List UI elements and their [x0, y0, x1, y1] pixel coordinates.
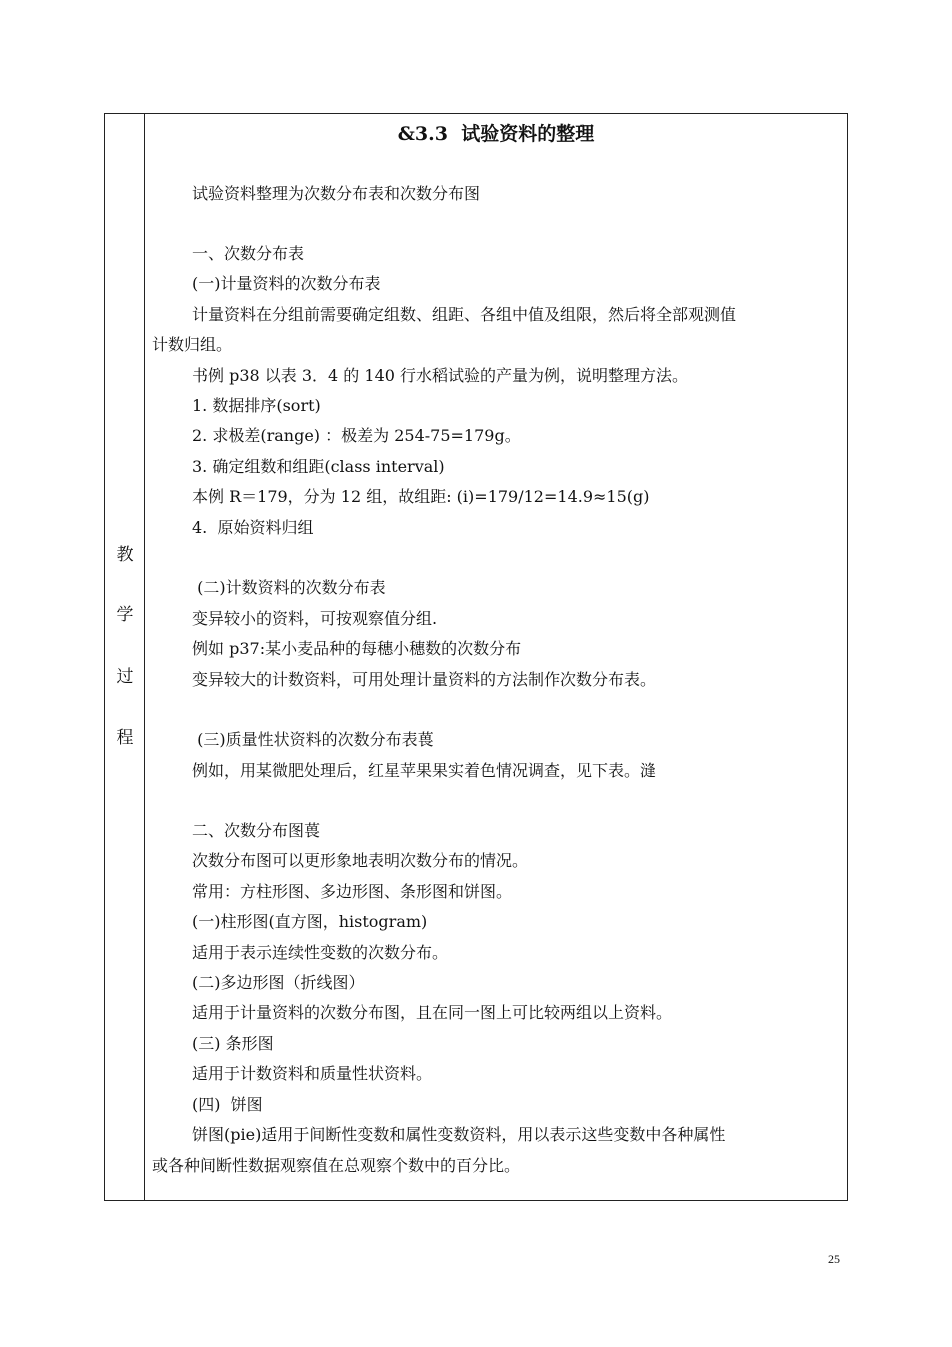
paragraph-line: 变异较小的资料，可按观察值分组. — [192, 609, 438, 628]
paragraph-line: 本例 R＝179，分为 12 组，故组距: (i)=179/12=14.9≈15(g) — [192, 487, 650, 506]
paragraph-line: 饼图(pie)适用于间断性变数和属性变数资料，用以表示这些变数中各种属性 — [192, 1125, 726, 1144]
subheading-frequency-table: 一、次数分布表 — [192, 244, 305, 263]
intro-line: 试验资料整理为次数分布表和次数分布图 — [192, 184, 481, 203]
paragraph-line: 次数分布图可以更形象地表明次数分布的情况。 — [192, 851, 529, 870]
subheading-polygon: (二)多边形图（折线图） — [192, 973, 365, 992]
step-item: 3. 确定组数和组距(class interval) — [192, 457, 445, 476]
sidebar-char-guo: 过 — [116, 667, 134, 687]
sidebar-char-xue: 学 — [116, 605, 134, 625]
subheading-pie-chart: (四) 饼图 — [192, 1095, 263, 1114]
section-heading: &3.3 试验资料的整理 — [397, 123, 595, 145]
subheading-frequency-chart: 二、次数分布图葨 — [192, 821, 321, 840]
subheading-count-data: (二)计数资料的次数分布表 — [192, 578, 386, 597]
paragraph-line: 适用于计数资料和质量性状资料。 — [192, 1064, 433, 1083]
step-item: 4. 原始资料归组 — [192, 518, 314, 537]
paragraph-line: 书例 p38 以表 3．4 的 140 行水稻试验的产量为例，说明整理方法。 — [192, 366, 689, 385]
paragraph-line: 例如 p37:某小麦品种的每穗小穗数的次数分布 — [192, 639, 522, 658]
paragraph-line: 适用于计量资料的次数分布图，且在同一图上可比较两组以上资料。 — [192, 1003, 673, 1022]
paragraph-line: 或各种间断性数据观察值在总观察个数中的百分比。 — [152, 1156, 521, 1175]
subheading-measurement-data: (一)计量资料的次数分布表 — [192, 274, 381, 293]
paragraph-line: 例如，用某微肥处理后，红星苹果果实着色情况调查，见下表。漨 — [192, 761, 657, 780]
subheading-bar-chart: (三) 条形图 — [192, 1034, 274, 1053]
content-column — [145, 114, 847, 1200]
page-number: 25 — [828, 1252, 840, 1266]
paragraph-line: 变异较大的计数资料，可用处理计量资料的方法制作次数分布表。 — [192, 670, 657, 689]
paragraph-line: 适用于表示连续性变数的次数分布。 — [192, 943, 449, 962]
paragraph-line: 常用：方柱形图、多边形图、条形图和饼图。 — [192, 882, 513, 901]
subheading-quality-traits: (三)质量性状资料的次数分布表葨 — [192, 730, 434, 749]
sidebar-char-cheng: 程 — [116, 728, 134, 748]
sidebar-column — [105, 114, 145, 1200]
paragraph-line: 计量资料在分组前需要确定组数、组距、各组中值及组限，然后将全部观测值 — [192, 305, 737, 324]
step-item: 1. 数据排序(sort) — [192, 396, 321, 415]
lesson-table — [104, 113, 848, 1201]
paragraph-line: 计数归组。 — [152, 335, 233, 354]
subheading-histogram: (一)柱形图(直方图，histogram) — [192, 912, 428, 931]
sidebar-char-jiao: 教 — [116, 545, 134, 565]
step-item: 2. 求极差(range) ：极差为 254-75=179g。 — [192, 426, 521, 445]
